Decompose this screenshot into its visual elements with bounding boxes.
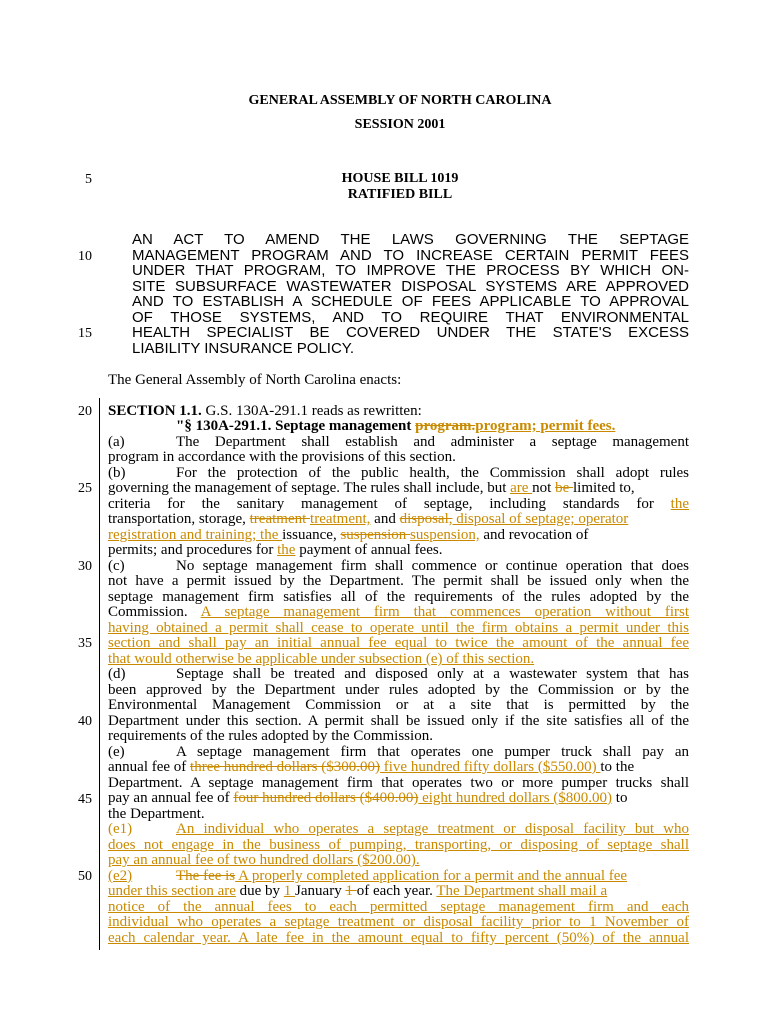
body-line: program in accordance with the provisions of this section.	[108, 449, 456, 465]
inserted-text: the	[277, 542, 296, 558]
inserted-text: A properly completed application for a permit and the annual fee	[235, 868, 628, 884]
line-number: 5	[85, 172, 92, 187]
act-title-line: UNDER THAT PROGRAM, TO IMPROVE THE PROCESS BY WHICH ON-	[132, 262, 689, 279]
inserted-text: 1	[283, 883, 296, 899]
inserted-text: the	[670, 496, 689, 512]
text: transportation, storage,	[108, 511, 250, 527]
act-title-line: LIABILITY INSURANCE POLICY.	[132, 340, 355, 357]
inserted-line: notice of the annual fees to each permitted septage management firm and each	[108, 899, 689, 915]
deleted-text: four hundred dollars ($400.00)	[233, 790, 419, 806]
session-heading: SESSION 2001	[354, 117, 446, 132]
act-title-line: AN ACT TO AMEND THE LAWS GOVERNING THE SEPTAGE	[132, 231, 689, 248]
inserted-text: registration and training; the	[108, 527, 283, 543]
act-title-line: SITE SUBSURFACE WASTEWATER DISPOSAL SYSTEMS ARE APPROVED	[132, 278, 689, 295]
text: G.S. 130A-291.1 reads as rewritten:	[201, 403, 422, 419]
body-line	[108, 480, 689, 496]
text: of each year.	[356, 883, 437, 899]
line-number: 45	[78, 792, 92, 807]
text: criteria for the sanitary management of septage, including standards for	[108, 496, 671, 512]
deleted-text: 1	[345, 883, 357, 899]
assembly-heading: GENERAL ASSEMBLY OF NORTH CAROLINA	[248, 93, 552, 108]
text: issuance,	[282, 527, 341, 543]
line-number: 15	[78, 326, 92, 341]
inserted-text: A septage management firm that commences operation without first	[200, 604, 689, 620]
subsection-label: (c)	[108, 558, 125, 574]
body-line	[108, 434, 689, 450]
text: For the protection of the public health, the Commission shall adopt rules	[176, 465, 689, 481]
body-line: Environmental Management Commission or at a site that is permitted by the	[108, 697, 689, 713]
act-title-line: OF THOSE SYSTEMS, AND TO REQUIRE THAT ENVIRONMENTAL	[132, 309, 689, 326]
body-line	[108, 759, 689, 775]
statute-heading	[108, 418, 689, 434]
text: "§ 130A-291.1. Septage management	[176, 418, 416, 434]
inserted-text: The Department shall mail a	[436, 883, 608, 899]
body-line	[108, 604, 689, 620]
inserted-text: program; permit fees.	[475, 418, 616, 434]
inserted-text: five hundred fifty dollars ($550.00)	[380, 759, 601, 775]
line-number: 30	[78, 559, 92, 574]
subsection-label: (b)	[108, 465, 126, 481]
body-line	[108, 666, 689, 682]
line-number: 10	[78, 249, 92, 264]
deleted-text: three hundred dollars ($300.00)	[190, 759, 380, 775]
act-title-line: AND TO ESTABLISH A SCHEDULE OF FEES APPLICABLE TO APPROVAL	[132, 293, 689, 310]
body-line	[108, 527, 689, 543]
text: pay an annual fee of	[108, 790, 234, 806]
inserted-line: individual who operates a septage treatment or disposal facility prior to 1 November of	[108, 914, 689, 930]
inserted-text: disposal of septage; operator	[452, 511, 629, 527]
body-line	[108, 790, 689, 806]
inserted-line: having obtained a permit shall cease to operate until the firm obtains a permit under this	[108, 620, 689, 636]
inserted-line: pay an annual fee of two hundred dollars ($200.00).	[108, 852, 420, 868]
text: No septage management firm shall commence or continue operation that does	[176, 558, 689, 574]
deleted-text: disposal,	[399, 511, 453, 527]
line-number: 35	[78, 636, 92, 651]
body-line	[108, 868, 689, 884]
bill-status: RATIFIED BILL	[347, 187, 453, 202]
text: due by	[235, 883, 284, 899]
inserted-text: are	[510, 480, 533, 496]
body-line	[108, 496, 689, 512]
inserted-text: eight hundred dollars ($800.00)	[418, 790, 613, 806]
deleted-text: program.	[415, 418, 476, 434]
body-line	[108, 542, 689, 558]
text: annual fee of	[108, 759, 191, 775]
inserted-line	[108, 821, 689, 837]
body-line: Department. A septage management firm that operates two or more pumper trucks shall	[108, 775, 689, 791]
section-number: SECTION 1.1.	[108, 403, 202, 419]
text: permits; and procedures for	[108, 542, 278, 558]
text: payment of annual fees.	[295, 542, 443, 558]
line-number: 25	[78, 481, 92, 496]
text: governing the management of septage. The rules shall include, but	[108, 480, 511, 496]
body-line: been approved by the Department under rules adopted by the Commission or by the	[108, 682, 689, 698]
inserted-text: treatment,	[310, 511, 371, 527]
subsection-label: (e2)	[108, 868, 133, 884]
text: to the	[600, 759, 635, 775]
body-line: the Department.	[108, 806, 205, 822]
body-line: septage management firm satisfies all of the requirements of the rules adopted by the	[108, 589, 689, 605]
body-line	[108, 558, 689, 574]
deleted-text: be	[555, 480, 574, 496]
line-number: 20	[78, 404, 92, 419]
body-line	[108, 744, 689, 760]
subsection-label: (a)	[108, 434, 125, 450]
inserted-text: suspension,	[410, 527, 480, 543]
text: and	[370, 511, 400, 527]
text: A septage management firm that operates one pumper truck shall pay an	[176, 744, 689, 760]
subsection-label: (e)	[108, 744, 125, 760]
deleted-text: The fee is	[176, 868, 236, 884]
line-number: 50	[78, 869, 92, 884]
bill-number: HOUSE BILL 1019	[341, 171, 459, 186]
inserted-text: An individual who operates a septage treatment or disposal facility but who	[176, 821, 689, 837]
text: January	[295, 883, 346, 899]
body-line: not have a permit issued by the Department. The permit shall be issued only when the	[108, 573, 689, 589]
text: Septage shall be treated and disposed only at a wastewater system that has	[176, 666, 689, 682]
act-title-line: HEALTH SPECIALIST BE COVERED UNDER THE STATE'S EXCESS	[132, 324, 689, 341]
text: The Department shall establish and administer a septage management	[176, 434, 689, 450]
body-line	[108, 465, 689, 481]
enacting-clause: The General Assembly of North Carolina enacts:	[108, 372, 402, 388]
body-line: Department under this section. A permit shall be issued only if the site satisfies all of the	[108, 713, 689, 729]
text: Commission.	[108, 604, 201, 620]
deleted-text: suspension	[340, 527, 411, 543]
inserted-text: under this section are	[108, 883, 236, 899]
deleted-text: treatment	[249, 511, 311, 527]
subsection-label: (d)	[108, 666, 126, 682]
text: to	[612, 790, 628, 806]
body-line: requirements of the rules adopted by the Commission.	[108, 728, 433, 744]
text: limited to,	[573, 480, 635, 496]
body-line	[108, 511, 689, 527]
section-heading	[108, 403, 689, 419]
inserted-line: does not engage in the business of pumping, transporting, or disposing of septage shall	[108, 837, 689, 853]
act-title-line: MANAGEMENT PROGRAM AND TO INCREASE CERTAIN PERMIT FEES	[132, 247, 689, 264]
line-number: 40	[78, 714, 92, 729]
subsection-label: (e1)	[108, 821, 133, 837]
inserted-line: that would otherwise be applicable under subsection (e) of this section.	[108, 651, 535, 667]
text: and revocation of	[479, 527, 589, 543]
revision-margin-rule	[99, 398, 100, 950]
inserted-line: section and shall pay an initial annual fee equal to twice the amount of the annual fee	[108, 635, 689, 651]
body-line	[108, 883, 689, 899]
inserted-line: each calendar year. A late fee in the amount equal to fifty percent (50%) of the annual	[108, 930, 689, 946]
text: not	[532, 480, 556, 496]
